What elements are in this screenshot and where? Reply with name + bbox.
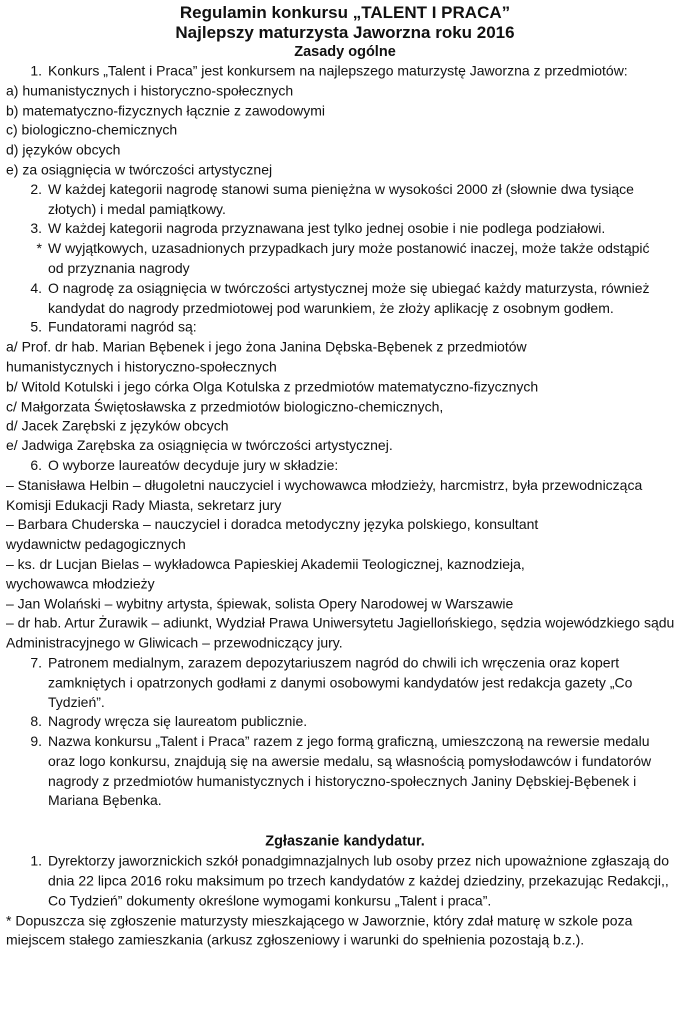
rule-6	[0, 456, 690, 476]
funder-item: a/ Prof. dr hab. Marian Bębenek i jego żona Janina Dębska-Bębenek z przedmiotów humanistycznych i historyczno-społecznych	[6, 338, 527, 375]
category-item: d) języków obcych	[6, 141, 121, 158]
rule-text: W każdej kategorii nagroda przyznawana jest tylko jednej osobie i nie podlega podziałowi.	[48, 220, 606, 237]
category-item: e) za osiągnięcia w twórczości artystycznej	[6, 161, 273, 178]
funder-item: c/ Małgorzata Świętosławska z przedmiotów biologiczno-chemicznych,	[6, 397, 444, 414]
rule-5	[0, 318, 690, 338]
rule-number: 6.	[30, 457, 42, 474]
category-item: a) humanistycznych i historyczno-społecznych	[6, 82, 294, 99]
rule-text: Patronem medialnym, zarazem depozytariuszem nagród do chwili ich wręczenia oraz kopert zamkniętych i opatrzonych godłami z danymi osobowymi kandydatów jest redakcja gazety „Co Tydzień”.	[48, 654, 633, 710]
document-title: Regulamin konkursu „TALENT I PRACA”	[179, 2, 511, 22]
category-item: b) matematyczno-fizycznych łącznie z zawodowymi	[6, 102, 325, 119]
rule-text: W każdej kategorii nagrodę stanowi suma pieniężna w wysokości 2000 zł (słownie dwa tysiące złotych) i medal pamiątkowy.	[48, 181, 634, 217]
rule-9	[0, 732, 690, 811]
rule-text: Nazwa konkursu „Talent i Praca” razem z jego formą graficzną, umieszczoną na rewersie medalu oraz logo konkursu, znajdują się na awersie medalu, są własnością pomysłodawców i fundatorów nagrody z przedmiotów humanistycznych i historyczno-społecznych Janiny Dębskiej-Bębenek i Mariana Bębenka.	[48, 733, 652, 809]
rule-2	[0, 180, 690, 219]
rule-text: Nagrody wręcza się laureatom publicznie.	[48, 713, 308, 730]
funder-item: b/ Witold Kotulski i jego córka Olga Kotulska z przedmiotów matematyczno-fizycznych	[6, 378, 539, 395]
rule-number: 5.	[30, 319, 42, 336]
section-spacer	[0, 811, 690, 833]
rule-number: 1.	[30, 852, 42, 869]
document-header	[0, 0, 690, 43]
rule-text: Dyrektorzy jaworznickich szkół ponadgimnazjalnych lub osoby przez nich upoważnione zgłaszają do dnia 22 lipca 2016 roku maksimum po trzech kandydatów z każdej dziedziny, przekazując Redakcji,, Co Tydzień” dokumenty określone wymogami konkursu „Talent i praca”.	[48, 852, 669, 909]
rule-number: 3.	[30, 220, 42, 237]
rule-text: Fundatorami nagród są:	[48, 319, 197, 336]
document-subtitle: Najlepszy maturzysta Jaworzna roku 2016	[175, 22, 515, 42]
rule-4	[0, 279, 690, 318]
note-marker: *	[36, 240, 42, 257]
category-item: c) biologiczno-chemicznych	[6, 121, 178, 138]
rule-1	[0, 62, 690, 82]
rule-3-note	[0, 239, 690, 278]
rule-3	[0, 220, 690, 240]
rule-text: O wyborze laureatów decyduje jury w składzie:	[48, 457, 339, 474]
jury-member: – Stanisława Helbin – długoletni nauczyciel i wychowawca młodzieży, harcmistrz, była przewodnicząca Komisji Edukacji Rady Miasta, sekretarz jury	[6, 476, 643, 513]
funder-item: d/ Jacek Zarębski z języków obcych	[6, 417, 229, 434]
rule-text: O nagrodę za osiągnięcia w twórczości artystycznej może się ubiegać każdy maturzysta, również kandydat do nagrody przedmiotowej pod warunkiem, że złoży aplikację z osobnym godłem.	[48, 279, 650, 316]
rule-8	[0, 713, 690, 733]
section-heading-candidates: Zgłaszanie kandydatur.	[265, 834, 425, 850]
candidates-rule-1	[0, 852, 690, 911]
jury-member: – Jan Wolański – wybitny artysta, śpiewak, solista Opery Narodowej w Warszawie	[6, 595, 514, 612]
funder-item: e/ Jadwiga Zarębska za osiągnięcia w twórczości artystycznej.	[6, 437, 393, 454]
rule-number: 2.	[30, 181, 42, 198]
rule-text: Konkurs „Talent i Praca” jest konkursem na najlepszego maturzystę Jaworzna z przedmiotów:	[48, 62, 628, 79]
section-heading-general: Zasady ogólne	[294, 43, 396, 60]
rule-number: 8.	[30, 713, 42, 730]
rule-number: 7.	[30, 654, 42, 671]
jury-member: – dr hab. Artur Żurawik – adiunkt, Wydział Prawa Uniwersytetu Jagiellońskiego, sędzia wojewódzkiego sądu Administracyjnego w Gliwicach – przewodniczący jury.	[6, 614, 675, 651]
candidates-note: * Dopuszcza się zgłoszenie maturzysty mieszkającego w Jaworznie, który zdał maturę w szkole poza miejscem stałego zamieszkania (arkusz zgłoszeniowy i warunki do spełnienia pozostają b.z.).	[6, 912, 633, 948]
note-text: W wyjątkowych, uzasadnionych przypadkach jury może postanowić inaczej, może także odstąpić od przyznania nagrody	[48, 240, 650, 276]
jury-member: – Barbara Chuderska – nauczyciel i doradca metodyczny języka polskiego, konsultant wydawnictw pedagogicznych	[6, 516, 539, 552]
rule-number: 1.	[30, 62, 42, 79]
rule-number: 9.	[30, 733, 42, 750]
rule-number: 4.	[30, 279, 42, 296]
jury-member: – ks. dr Lucjan Bielas – wykładowca Papieskiej Akademii Teologicznej, kaznodzieja, wychowawca młodzieży	[6, 555, 525, 592]
rule-7	[0, 653, 690, 712]
